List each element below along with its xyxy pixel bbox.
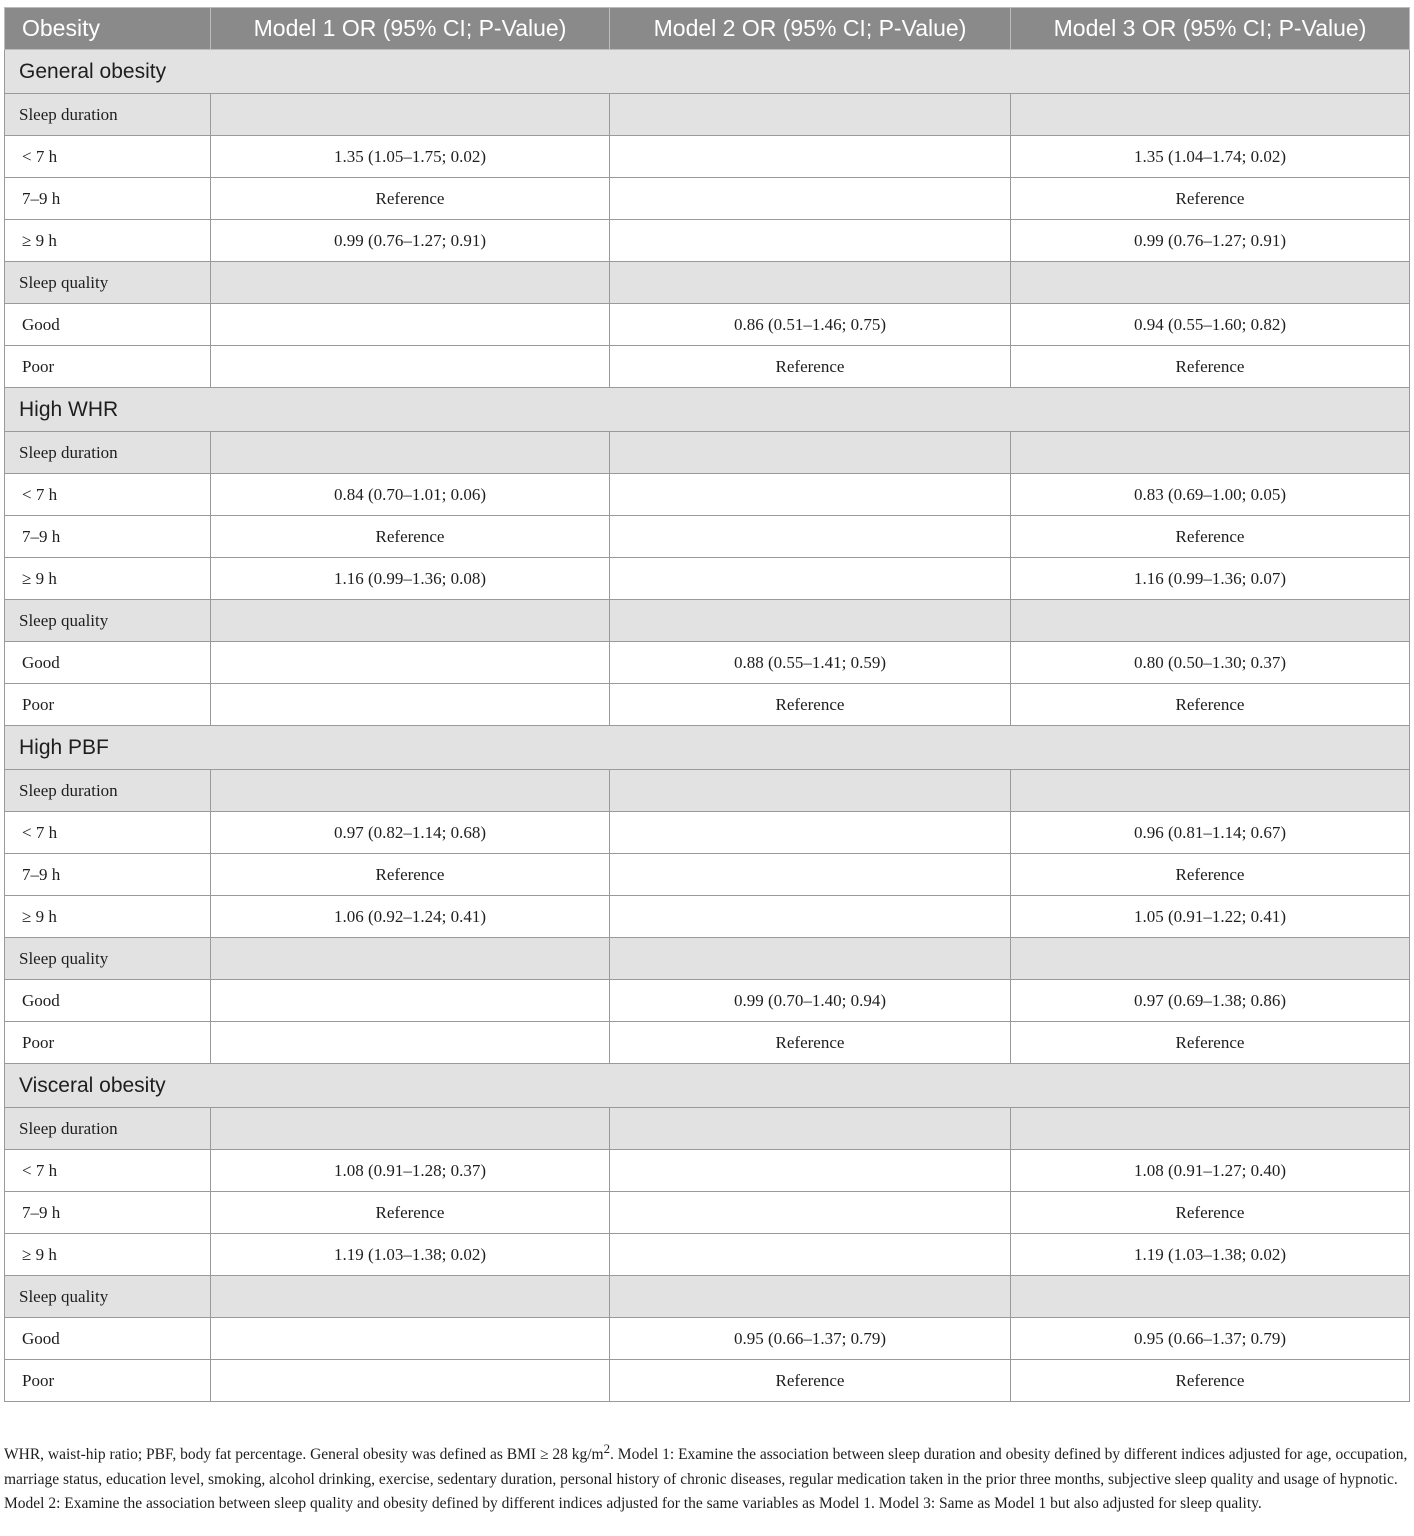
row-label: Good [5,642,211,684]
row-label: Poor [5,346,211,388]
model-3-value: 0.97 (0.69–1.38; 0.86) [1011,980,1410,1022]
row-label: Poor [5,1022,211,1064]
group-row [5,50,1410,94]
row-label: < 7 h [5,474,211,516]
model-1-value: 1.19 (1.03–1.38; 0.02) [211,1234,610,1276]
model-1-value [211,642,610,684]
table-row [5,812,1410,854]
model-2-value: Reference [610,684,1011,726]
table-row [5,1318,1410,1360]
model-2-value: 0.86 (0.51–1.46; 0.75) [610,304,1011,346]
table-row [5,1192,1410,1234]
model-2-value: Reference [610,346,1011,388]
results-table [4,7,1410,1402]
model-3-value: Reference [1011,1192,1410,1234]
row-label: Good [5,980,211,1022]
model-1-value: 1.06 (0.92–1.24; 0.41) [211,896,610,938]
table-body [5,50,1410,1402]
model-2-value [610,558,1011,600]
header-model-2: Model 2 OR (95% CI; P-Value) [610,8,1011,50]
model-1-value [211,304,610,346]
table-row [5,516,1410,558]
row-label: 7–9 h [5,1192,211,1234]
group-row [5,388,1410,432]
group-row [5,726,1410,770]
model-1-value [211,1318,610,1360]
row-label: < 7 h [5,1150,211,1192]
row-label: Poor [5,1360,211,1402]
model-2-value [610,896,1011,938]
section-label: Sleep duration [5,432,211,474]
model-2-value [610,1234,1011,1276]
table-row [5,1360,1410,1402]
model-3-value: Reference [1011,346,1410,388]
model-3-value: Reference [1011,854,1410,896]
row-label: 7–9 h [5,178,211,220]
model-2-value: 0.99 (0.70–1.40; 0.94) [610,980,1011,1022]
section-label: Sleep quality [5,262,211,304]
row-label: Poor [5,684,211,726]
model-2-value [610,854,1011,896]
section-label: Sleep quality [5,600,211,642]
section-row [5,94,1410,136]
model-2-value [610,1192,1011,1234]
group-row [5,1064,1410,1108]
model-2-value [610,136,1011,178]
table-row [5,178,1410,220]
model-2-value [610,474,1011,516]
section-label: Sleep quality [5,938,211,980]
model-3-value: 1.16 (0.99–1.36; 0.07) [1011,558,1410,600]
model-3-value: Reference [1011,1360,1410,1402]
model-3-value: 0.95 (0.66–1.37; 0.79) [1011,1318,1410,1360]
footnote-superscript: 2 [603,1441,611,1456]
table-row [5,304,1410,346]
row-label: Good [5,1318,211,1360]
section-row [5,1108,1410,1150]
table-row [5,642,1410,684]
row-label: < 7 h [5,812,211,854]
model-2-value: 0.88 (0.55–1.41; 0.59) [610,642,1011,684]
model-1-value [211,1022,610,1064]
model-3-value: 0.94 (0.55–1.60; 0.82) [1011,304,1410,346]
row-label: ≥ 9 h [5,1234,211,1276]
model-1-value: 1.16 (0.99–1.36; 0.08) [211,558,610,600]
table-row [5,136,1410,178]
section-row [5,938,1410,980]
group-title: High PBF [5,726,1410,770]
model-3-value: 0.99 (0.76–1.27; 0.91) [1011,220,1410,262]
model-3-value: Reference [1011,516,1410,558]
header-model-3: Model 3 OR (95% CI; P-Value) [1011,8,1410,50]
model-1-value: 0.84 (0.70–1.01; 0.06) [211,474,610,516]
model-2-value: 0.95 (0.66–1.37; 0.79) [610,1318,1011,1360]
model-1-value: Reference [211,178,610,220]
model-3-value: 0.83 (0.69–1.00; 0.05) [1011,474,1410,516]
model-2-value [610,516,1011,558]
model-2-value [610,812,1011,854]
row-label: ≥ 9 h [5,220,211,262]
section-label: Sleep duration [5,770,211,812]
table-row [5,1150,1410,1192]
row-label: Good [5,304,211,346]
section-label: Sleep duration [5,94,211,136]
table-row [5,220,1410,262]
model-3-value: 0.80 (0.50–1.30; 0.37) [1011,642,1410,684]
footnote-text-1: WHR, waist-hip ratio; PBF, body fat percentage. General obesity was defined as BMI ≥ 28 kg/m [4,1446,604,1464]
row-label: ≥ 9 h [5,558,211,600]
table-row [5,896,1410,938]
model-1-value: 0.99 (0.76–1.27; 0.91) [211,220,610,262]
table-row [5,854,1410,896]
table-row [5,558,1410,600]
model-3-value: Reference [1011,178,1410,220]
model-2-value [610,178,1011,220]
header-model-1: Model 1 OR (95% CI; P-Value) [211,8,610,50]
row-label: < 7 h [5,136,211,178]
group-title: General obesity [5,50,1410,94]
header-obesity: Obesity [5,8,211,50]
table-row [5,684,1410,726]
results-table-container [4,7,1409,1402]
model-3-value: 1.19 (1.03–1.38; 0.02) [1011,1234,1410,1276]
model-2-value [610,1150,1011,1192]
model-1-value [211,684,610,726]
model-3-value: 0.96 (0.81–1.14; 0.67) [1011,812,1410,854]
section-row [5,770,1410,812]
row-label: ≥ 9 h [5,896,211,938]
table-row [5,346,1410,388]
table-row [5,980,1410,1022]
table-row [5,1022,1410,1064]
row-label: 7–9 h [5,516,211,558]
model-1-value: 1.35 (1.05–1.75; 0.02) [211,136,610,178]
model-3-value: Reference [1011,1022,1410,1064]
section-label: Sleep quality [5,1276,211,1318]
model-1-value [211,346,610,388]
table-header-row [5,8,1410,50]
model-1-value: Reference [211,516,610,558]
model-3-value: 1.05 (0.91–1.22; 0.41) [1011,896,1410,938]
section-row [5,262,1410,304]
section-label: Sleep duration [5,1108,211,1150]
model-3-value: Reference [1011,684,1410,726]
model-1-value: 0.97 (0.82–1.14; 0.68) [211,812,610,854]
row-label: 7–9 h [5,854,211,896]
table-footnote [4,1437,1408,1517]
footnote-text-2: . Model 1: Examine the association between sleep duration and obesity defined by different indices adjusted for age, occupation, marriage status, education level, smoking, alcohol drinking, exercise, sedentary duration, personal history of chronic diseases, regular medication taken in the prior three months, subjective sleep quality and usage of hypnotic. Model 2: Examine the association between sleep quality and obesity defined by different indices adjusted for the same variables as Model 1. Model 3: Same as Model 1 but also adjusted for sleep quality. [4,1446,1408,1513]
model-1-value: Reference [211,1192,610,1234]
model-1-value [211,1360,610,1402]
section-row [5,1276,1410,1318]
table-row [5,474,1410,516]
table-row [5,1234,1410,1276]
model-2-value: Reference [610,1022,1011,1064]
model-2-value [610,220,1011,262]
model-3-value: 1.35 (1.04–1.74; 0.02) [1011,136,1410,178]
model-2-value: Reference [610,1360,1011,1402]
model-1-value [211,980,610,1022]
model-3-value: 1.08 (0.91–1.27; 0.40) [1011,1150,1410,1192]
model-1-value: 1.08 (0.91–1.28; 0.37) [211,1150,610,1192]
section-row [5,432,1410,474]
group-title: Visceral obesity [5,1064,1410,1108]
model-1-value: Reference [211,854,610,896]
group-title: High WHR [5,388,1410,432]
section-row [5,600,1410,642]
